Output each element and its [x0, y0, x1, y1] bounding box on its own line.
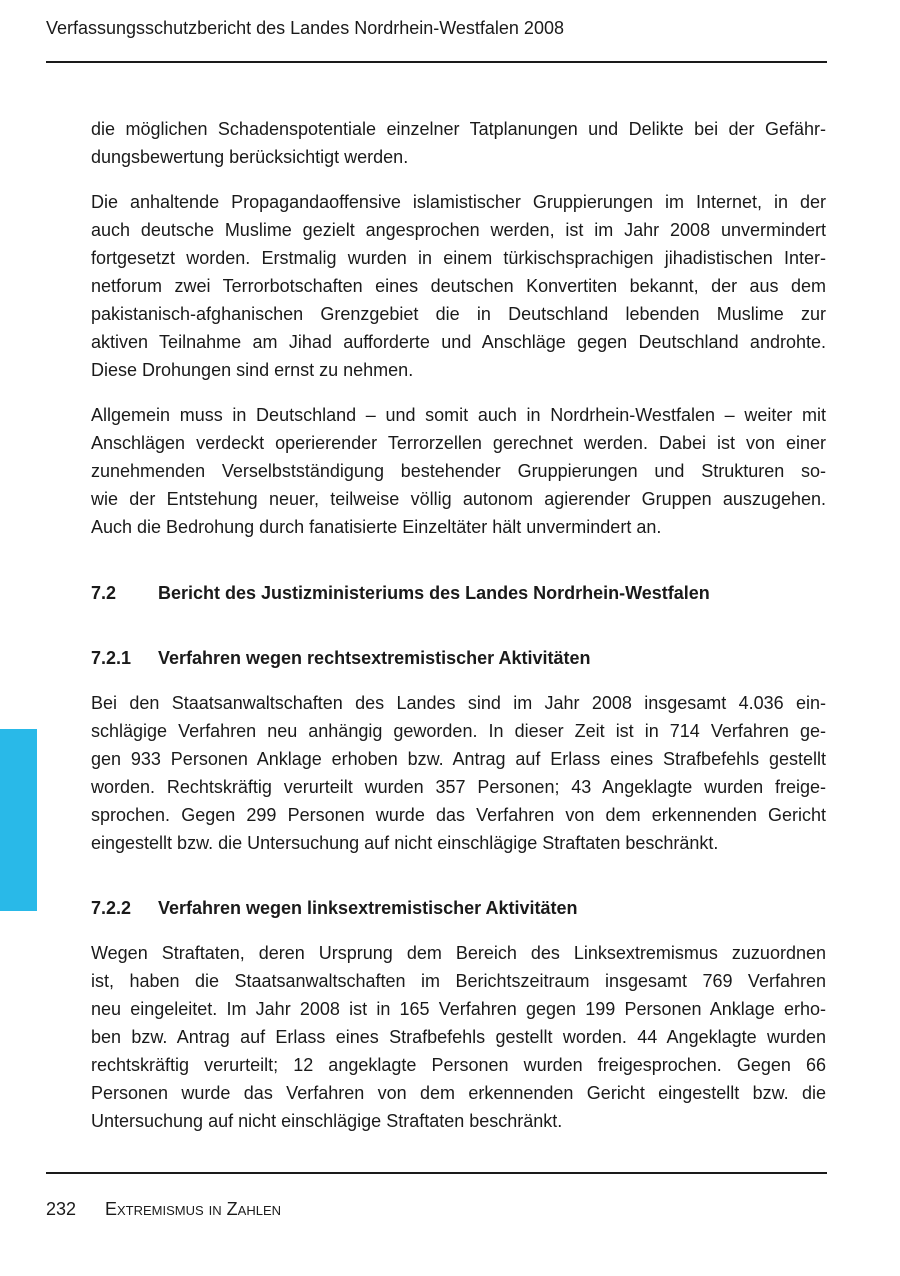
footer-rule — [46, 1172, 827, 1174]
text-line: Personen wurde das Verfahren von dem erkennenden Gericht eingestellt bzw. die — [91, 1083, 826, 1103]
section-heading — [91, 644, 826, 672]
text-line: pakistanisch-afghanischen Grenzgebiet die in Deutschland lebenden Muslime zur — [91, 304, 826, 324]
section-title: Verfahren wegen linksextremistischer Aktivitäten — [158, 898, 578, 918]
footer-section-title: Extremismus in Zahlen — [105, 1199, 282, 1219]
paragraph — [91, 939, 826, 1135]
section-heading — [91, 579, 826, 607]
section-number: 7.2 — [91, 583, 117, 603]
section-heading — [91, 894, 826, 922]
text-line: zunehmenden Verselbstständigung bestehender Gruppierungen und Strukturen so- — [91, 461, 826, 481]
text-line: sprochen. Gegen 299 Personen wurde das Verfahren von dem erkennenden Gericht — [91, 805, 826, 825]
section-number: 7.2.1 — [91, 648, 132, 668]
text-line: Die anhaltende Propagandaoffensive islamistischer Gruppierungen im Internet, in der — [91, 192, 826, 212]
text-line: die möglichen Schadenspotentiale einzelner Tatplanungen und Delikte bei der Gefähr- — [91, 119, 826, 139]
text-line: Anschlägen verdeckt operierender Terrorzellen gerechnet werden. Dabei ist von einer — [91, 433, 826, 453]
text-line: Diese Drohungen sind ernst zu nehmen. — [91, 360, 414, 380]
page-body — [91, 115, 826, 1152]
text-line: aktiven Teilnahme am Jihad aufforderte und Anschläge gegen Deutschland androhte. — [91, 332, 826, 352]
text-line: wie der Entstehung neuer, teilweise völlig autonom agierender Gruppen auszugehen. — [91, 489, 826, 509]
paragraph — [91, 188, 826, 384]
section-number: 7.2.2 — [91, 898, 132, 918]
text-line: Wegen Straftaten, deren Ursprung dem Bereich des Linksextremismus zuzuordnen — [91, 943, 826, 963]
text-line: fortgesetzt worden. Erstmalig wurden in einem türkischsprachigen jihadistischen Inter- — [91, 248, 826, 268]
text-line: Auch die Bedrohung durch fanatisierte Einzeltäter hält unvermindert an. — [91, 517, 662, 537]
paragraph — [91, 689, 826, 857]
running-header: Verfassungsschutzbericht des Landes Nordrhein-Westfalen 2008 — [46, 18, 564, 38]
text-line: worden. Rechtskräftig verurteilt wurden 357 Personen; 43 Angeklagte wurden freige- — [91, 777, 826, 797]
text-line: Allgemein muss in Deutschland – und somit auch in Nordrhein-Westfalen – weiter mit — [91, 405, 826, 425]
text-line: dungsbewertung berücksichtigt werden. — [91, 147, 409, 167]
page-footer — [46, 1199, 281, 1220]
text-line: neu eingeleitet. Im Jahr 2008 ist in 165 Verfahren gegen 199 Personen Anklage erho- — [91, 999, 826, 1019]
text-line: rechtskräftig verurteilt; 12 angeklagte Personen wurden freigesprochen. Gegen 66 — [91, 1055, 826, 1075]
page-number: 232 — [46, 1199, 77, 1219]
chapter-tab-marker — [0, 729, 37, 911]
section-title: Bericht des Justizministeriums des Landes Nordrhein-Westfalen — [158, 583, 710, 603]
text-line: schlägige Verfahren neu anhängig geworden. In dieser Zeit ist in 714 Verfahren ge- — [91, 721, 826, 741]
text-line: gen 933 Personen Anklage erhoben bzw. Antrag auf Erlass eines Strafbefehls gestellt — [91, 749, 826, 769]
text-line: Bei den Staatsanwaltschaften des Landes sind im Jahr 2008 insgesamt 4.036 ein- — [91, 693, 826, 713]
text-line: ist, haben die Staatsanwaltschaften im Berichtszeitraum insgesamt 769 Verfahren — [91, 971, 826, 991]
text-line: auch deutsche Muslime gezielt angesprochen werden, ist im Jahr 2008 unvermindert — [91, 220, 826, 240]
text-line: eingestellt bzw. die Untersuchung auf nicht einschlägige Straftaten beschränkt. — [91, 833, 719, 853]
text-line: ben bzw. Antrag auf Erlass eines Strafbefehls gestellt worden. 44 Angeklagte wurden — [91, 1027, 826, 1047]
paragraph — [91, 115, 826, 171]
header-rule — [46, 61, 827, 63]
paragraph — [91, 401, 826, 541]
text-line: netforum zwei Terrorbotschaften eines deutschen Konvertiten bekannt, der aus dem — [91, 276, 826, 296]
text-line: Untersuchung auf nicht einschlägige Straftaten beschränkt. — [91, 1111, 563, 1131]
section-title: Verfahren wegen rechtsextremistischer Aktivitäten — [158, 648, 591, 668]
